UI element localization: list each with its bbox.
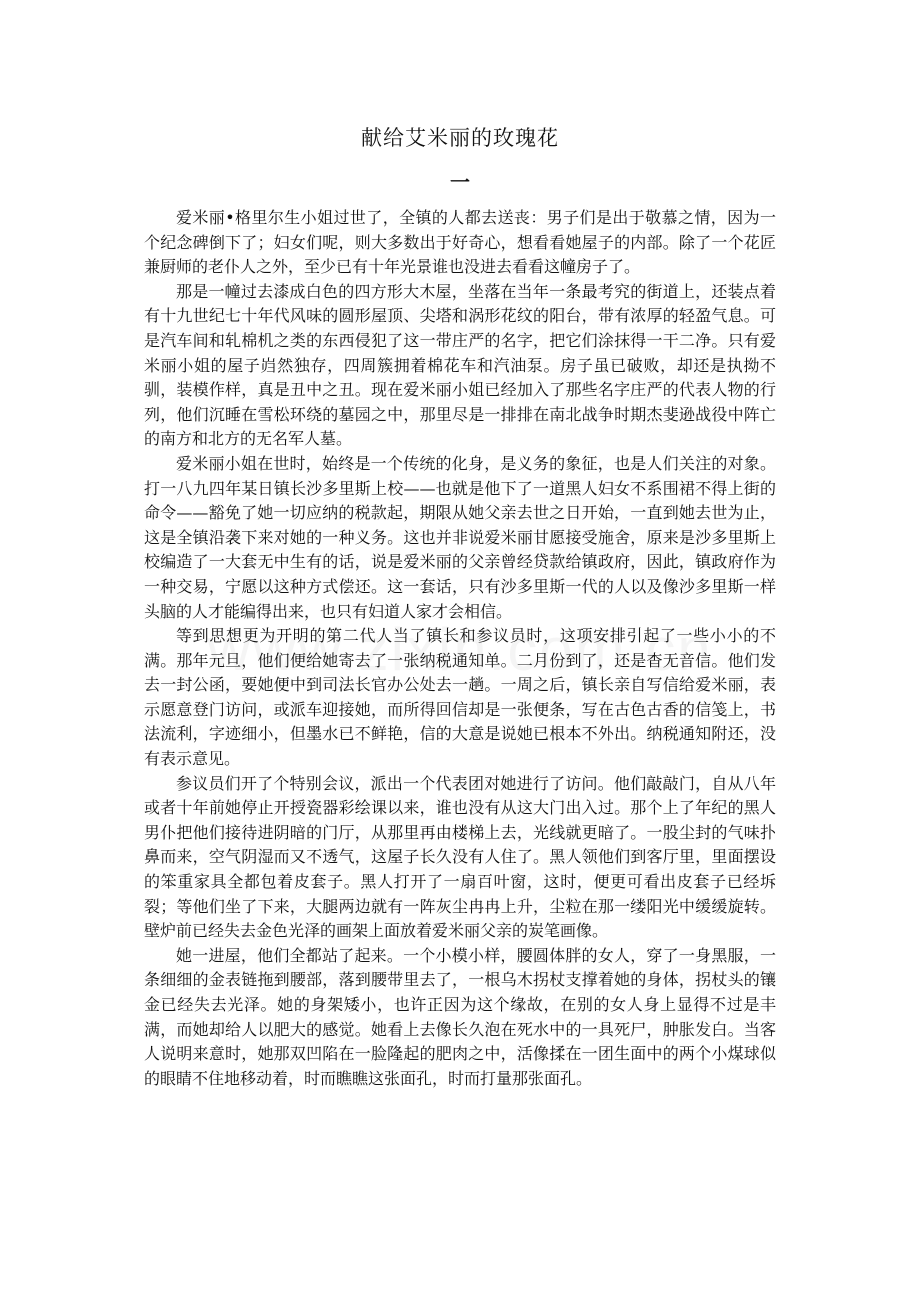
paragraph-2: 那是一幢过去漆成白色的四方形大木屋，坐落在当年一条最考究的街道上，还装点着有十九世纪七十年代风味的圆形屋顶、尖塔和涡形花纹的阳台，带有浓厚的轻盈气息。可是汽车间和轧棉机之类的东西侵犯了这一带庄严的名字，把它们涂抹得一干二净。只有爱米丽小姐的屋子岿然独存，四周簇拥着棉花车和汽油泵。房子虽已破败，却还是执拗不驯，装模作样，真是丑中之丑。现在爱米丽小姐已经加入了那些名字庄严的代表人物的行列，他们沉睡在雪松环绕的墓园之中，那里尽是一排排在南北战争时期杰斐逊战役中阵亡的南方和北方的无名军人墓。 (144, 281, 776, 449)
section-number: 一 (450, 170, 470, 194)
document-title: 献给艾米丽的玫瑰花 (361, 126, 559, 150)
paragraph-1: 爱米丽•格里尔生小姐过世了，全镇的人都去送丧：男子们是出于敬慕之情，因为一个纪念碑倒下了；妇女们呢，则大多数出于好奇心，想看看她屋子的内部。除了一个花匠兼厨师的老仆人之外，至少已有十年光景谁也没进去看看这幢房子了。 (144, 208, 776, 277)
paragraph-6: 她一进屋，他们全都站了起来。一个小模小样，腰圆体胖的女人，穿了一身黑服，一条细细的金表链拖到腰部，落到腰带里去了，一根乌木拐杖支撑着她的身体，拐杖头的镶金已经失去光泽。她的身架矮小，也许正因为这个缘故，在别的女人身上显得不过是丰满，而她却给人以肥大的感觉。她看上去像长久泡在死水中的一具死尸，肿胀发白。当客人说明来意时，她那双凹陷在一脸隆起的肥肉之中，活像揉在一团生面中的两个小煤球似的眼睛不住地移动着，时而瞧瞧这张面孔，时而打量那张面孔。 (144, 945, 776, 1088)
paragraph-4: 等到思想更为开明的第二代人当了镇长和参议员时，这项安排引起了一些小小的不满。那年元旦，他们便给她寄去了一张纳税通知单。二月份到了，还是杳无音信。他们发去一封公函，要她便中到司法长官办公处去一趟。一周之后，镇长亲自写信给爱米丽，表示愿意登门访问，或派车迎接她，而所得回信却是一张便条，写在古色古香的信笺上，书法流利，字迹细小，但墨水已不鲜艳，信的大意是说她已根本不外出。纳税通知附还，没有表示意见。 (144, 626, 776, 769)
paragraph-3: 爱米丽小姐在世时，始终是一个传统的化身，是义务的象征，也是人们关注的对象。打一八九四年某日镇长沙多里斯上校——也就是他下了一道黑人妇女不系围裙不得上街的命令——豁免了她一切应纳的税款起，期限从她父亲去世之日开始，一直到她去世为止，这是全镇沿袭下来对她的一种义务。这也并非说爱米丽甘愿接受施舍，原来是沙多里斯上校编造了一大套无中生有的话，说是爱米丽的父亲曾经贷款给镇政府，因此，镇政府作为一种交易，宁愿以这种方式偿还。这一套话，只有沙多里斯一代的人以及像沙多里斯一样头脑的人才能编得出来，也只有妇道人家才会相信。 (144, 453, 776, 621)
paragraph-5: 参议员们开了个特别会议，派出一个代表团对她进行了访问。他们敲敲门，自从八年或者十年前她停止开授瓷器彩绘课以来，谁也没有从这大门出入过。那个上了年纪的黑人男仆把他们接待进阴暗的门厅，从那里再由楼梯上去，光线就更暗了。一股尘封的气味扑鼻而来，空气阴湿而又不透气，这屋子长久没有人住了。黑人领他们到客厅里，里面摆设的笨重家具全都包着皮套子。黑人打开了一扇百叶窗，这时，便更可看出皮套子已经坼裂；等他们坐了下来，大腿两边就有一阵灰尘冉冉上升，尘粒在那一缕阳光中缓缓旋转。壁炉前已经失去金色光泽的画架上面放着爱米丽父亲的炭笔画像。 (144, 773, 776, 941)
body-text (144, 206, 776, 1091)
